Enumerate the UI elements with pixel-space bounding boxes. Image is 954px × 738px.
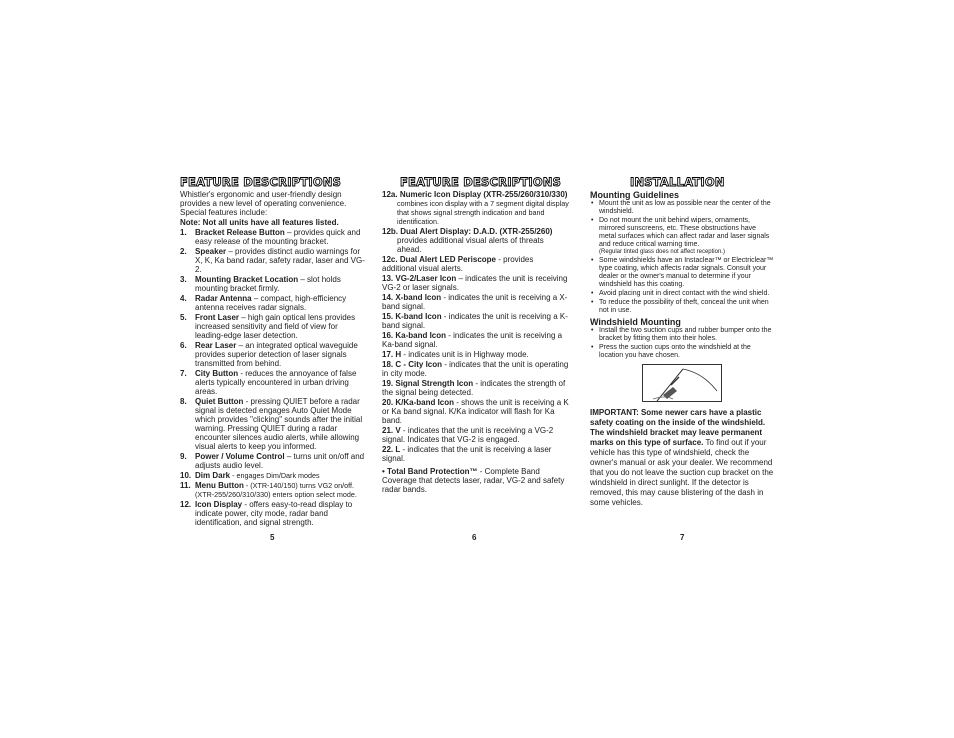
item-term: Dual Alert Display: D.A.D. (XTR-255/260) [400, 227, 553, 236]
item-term: V [395, 426, 401, 435]
item-term: Mounting Bracket Location [195, 275, 299, 284]
list-item [180, 481, 366, 499]
band-text: - Complete Band Coverage that detects laser, radar, VG-2 and safety radar bands. [382, 467, 565, 494]
item-text: - reduces the annoyance of false alerts typically encountered in urban driving areas. [195, 369, 357, 396]
item-text: provides additional visual alerts of threats ahead. [397, 236, 544, 254]
list-item [590, 327, 774, 343]
item-text: – turns unit on/off and adjusts audio level. [195, 452, 365, 470]
list-item [590, 290, 774, 298]
list-item [382, 398, 569, 425]
item-text: – indicates the unit is receiving VG-2 or laser signals. [382, 274, 568, 292]
list-item [382, 312, 569, 330]
list-item [590, 200, 774, 216]
list-item [180, 341, 366, 368]
bullet-text: Press the suction cups onto the windshield at the location you have chosen. [599, 344, 751, 359]
item-number: 17. [382, 350, 394, 359]
list-item [180, 313, 366, 340]
mounting-guidelines-list [590, 200, 774, 315]
important-notice [590, 408, 774, 508]
windshield-mount-drawing [643, 365, 721, 401]
windshield-mounting-title: Windshield Mounting [590, 317, 681, 327]
item-text: - indicates that the unit is receiving a laser signal. [382, 445, 552, 463]
item-text: - indicates the unit is receiving a X-band signal. [382, 293, 568, 311]
item-term: Front Laser [195, 313, 240, 322]
page-number-6: 6 [472, 533, 477, 542]
item-number: 22. [382, 445, 394, 454]
item-text: – an integrated optical waveguide provides superior detection of laser signals transmitted from behind. [195, 341, 358, 368]
list-item [180, 275, 366, 293]
page-number-7: 7 [680, 533, 685, 542]
list-item [382, 445, 569, 463]
bullet-text: To reduce the possibility of theft, conceal the unit when not in use. [599, 299, 769, 314]
item-text: – provides distinct audio warnings for X, K, Ka band radar, safety radar, laser and VG-2. [195, 247, 365, 274]
bullet-text: Mount the unit as low as possible near the center of the windshield. [599, 200, 771, 215]
page-7-column [590, 176, 774, 516]
page-7-heading: INSTALLATION [630, 175, 725, 189]
item-number: 16. [382, 331, 394, 340]
list-item [180, 294, 366, 312]
item-number: 5. [180, 313, 187, 322]
windshield-mounting-list [590, 327, 774, 360]
item-term: K-band Icon [395, 312, 442, 321]
item-number: 18. [382, 360, 394, 369]
list-item [590, 217, 774, 256]
item-number: 15. [382, 312, 394, 321]
list-item [382, 255, 569, 273]
list-item [180, 500, 366, 527]
item-text: - indicates that the unit is receiving a VG-2 signal. Indicates that VG-2 is engaged. [382, 426, 554, 444]
item-number: 12b. [382, 227, 399, 236]
item-term: Icon Display [195, 500, 243, 509]
item-term: Menu Button [195, 481, 244, 490]
item-number: 6. [180, 341, 187, 350]
list-item [382, 190, 569, 226]
list-item [590, 257, 774, 289]
item-number: 3. [180, 275, 187, 284]
page-number-5: 5 [270, 533, 275, 542]
item-term: Numeric Icon Display (XTR-255/260/310/330) [399, 190, 568, 199]
list-item [180, 452, 366, 470]
note-text: Note: Not all units have all features listed. [180, 218, 339, 227]
bullet-text: Do not mount the unit behind wipers, ornaments, mirrored sunscreens, etc. These obstructions have metal surfaces which can affect radar and laser signals and reduce critical warning time. [599, 217, 770, 248]
list-item [180, 397, 366, 451]
mounting-guidelines-title: Mounting Guidelines [590, 190, 679, 200]
intro-text: Whistler's ergonomic and user-friendly design provides a new level of operating convenience. Special features include: [180, 190, 347, 217]
item-text: – provides quick and easy release of the mounting bracket. [195, 228, 361, 246]
list-item [180, 369, 366, 396]
item-term: Quiet Button [195, 397, 244, 406]
page-5-column [180, 176, 366, 528]
total-band-protection [382, 467, 569, 494]
item-term: Power / Volume Control [195, 452, 285, 461]
item-number: 12c. [382, 255, 398, 264]
item-text: combines icon display with a 7 segment digital display that shows signal strength indication and band identification. [397, 199, 569, 226]
item-text: - indicates that the unit is operating in city mode. [382, 360, 569, 378]
item-term: Ka-band Icon [395, 331, 447, 340]
list-item [382, 379, 569, 397]
item-text: - pressing QUIET before a radar signal is detected engages Auto Quiet Mode which provides "clicking" sounds after the initial warning. Pressing QUIET during a radar encounter silences audio alerts, while allowing visual alerts to keep you informed. [195, 397, 363, 451]
band-term: • Total Band Protection™ [382, 467, 478, 476]
item-term: Dual Alert LED Periscope [399, 255, 496, 264]
list-item [180, 471, 366, 480]
item-number: 8. [180, 397, 187, 406]
item-term: VG-2/Laser Icon [395, 274, 457, 283]
item-number: 19. [382, 379, 394, 388]
page-6-heading: FEATURE DESCRIPTIONS [400, 175, 562, 189]
bullet-text: Install the two suction cups and rubber bumper onto the bracket by fitting them into their holes. [599, 327, 772, 342]
item-text: - shows the unit is receiving a K or Ka band signal. K/Ka indicator will flash for Ka band. [382, 398, 569, 425]
bullet-text: Some windshields have an Instaclear™ or Electriclear™ type coating, which affects radar signals. Consult your dealer or the owner's manual to determine if your windshield has this coating. [599, 257, 774, 288]
item-text: – high gain optical lens provides increased sensitivity and field of view for leading-edge laser detection. [195, 313, 356, 340]
item-number: 1. [180, 228, 187, 237]
page-5-heading: FEATURE DESCRIPTIONS [180, 175, 342, 189]
item-term: L [395, 445, 401, 454]
item-term: Dim Dark [195, 471, 231, 480]
item-number: 20. [382, 398, 394, 407]
item-number: 14. [382, 293, 394, 302]
item-number: 7. [180, 369, 187, 378]
feature-list-page-6 [382, 190, 569, 463]
list-item [382, 350, 569, 359]
item-number: 4. [180, 294, 187, 303]
list-item [382, 227, 569, 254]
page-6-column [382, 176, 569, 502]
item-text: - (XTR-140/150) turns VG2 on/off. (XTR-255/260/310/330) enters option select mode. [195, 481, 357, 499]
item-term: Signal Strength Icon [395, 379, 474, 388]
list-item [590, 299, 774, 315]
item-text: – slot holds mounting bracket firmly. [195, 275, 341, 293]
item-number: 21. [382, 426, 394, 435]
item-term: Radar Antenna [195, 294, 252, 303]
item-term: Rear Laser [195, 341, 237, 350]
item-number: 12a. [382, 190, 398, 199]
list-item [382, 293, 569, 311]
item-term: C - City Icon [395, 360, 443, 369]
bullet-text: Avoid placing unit in direct contact with the wind shield. [599, 290, 770, 297]
item-number: 11. [180, 481, 191, 490]
important-bold: IMPORTANT: Some newer cars have a plastic safety coating on the inside of the windshield. The windshield bracket may leave permanent marks on this type of surface. [590, 408, 766, 447]
item-term: Bracket Release Button [195, 228, 285, 237]
item-term: Speaker [195, 247, 227, 256]
item-text: - offers easy-to-read display to indicate power, city mode, radar band identification, and signal strength. [195, 500, 353, 527]
feature-list-page-5 [180, 228, 366, 527]
item-text: - indicates unit is in Highway mode. [401, 350, 529, 359]
item-number: 13. [382, 274, 394, 283]
item-text: - indicates the unit is receiving a Ka-band signal. [382, 331, 563, 349]
item-number: 2. [180, 247, 187, 256]
item-text: – compact, high-efficiency antenna receives radar signals. [195, 294, 347, 312]
item-text: - provides additional visual alerts. [382, 255, 534, 273]
item-text: - engages Dim/Dark modes [230, 471, 320, 480]
list-item [180, 228, 366, 246]
bullet-note: (Regular tinted glass does not affect reception.) [599, 249, 725, 255]
list-item [180, 247, 366, 274]
list-item [590, 344, 774, 360]
list-item [382, 426, 569, 444]
important-text: To find out if your vehicle has this type of windshield, check the owner's manual or ask your dealer. We recommend that you do not leave the suction cup bracket on the windshield in direct sunlight. If the detector is removed, this may cause blistering of the dash in some vehicles. [590, 438, 774, 507]
item-text: - indicates the unit is receiving a K-band signal. [382, 312, 568, 330]
item-number: 10. [180, 471, 192, 480]
item-term: K/Ka-band Icon [395, 398, 455, 407]
item-number: 12. [180, 500, 192, 509]
windshield-mount-illustration [642, 364, 722, 402]
item-term: City Button [195, 369, 239, 378]
list-item [382, 360, 569, 378]
list-item [382, 274, 569, 292]
item-term: H [395, 350, 402, 359]
list-item [382, 331, 569, 349]
item-term: X-band Icon [395, 293, 442, 302]
item-text: - indicates the strength of the signal being detected. [382, 379, 566, 397]
item-number: 9. [180, 452, 187, 461]
